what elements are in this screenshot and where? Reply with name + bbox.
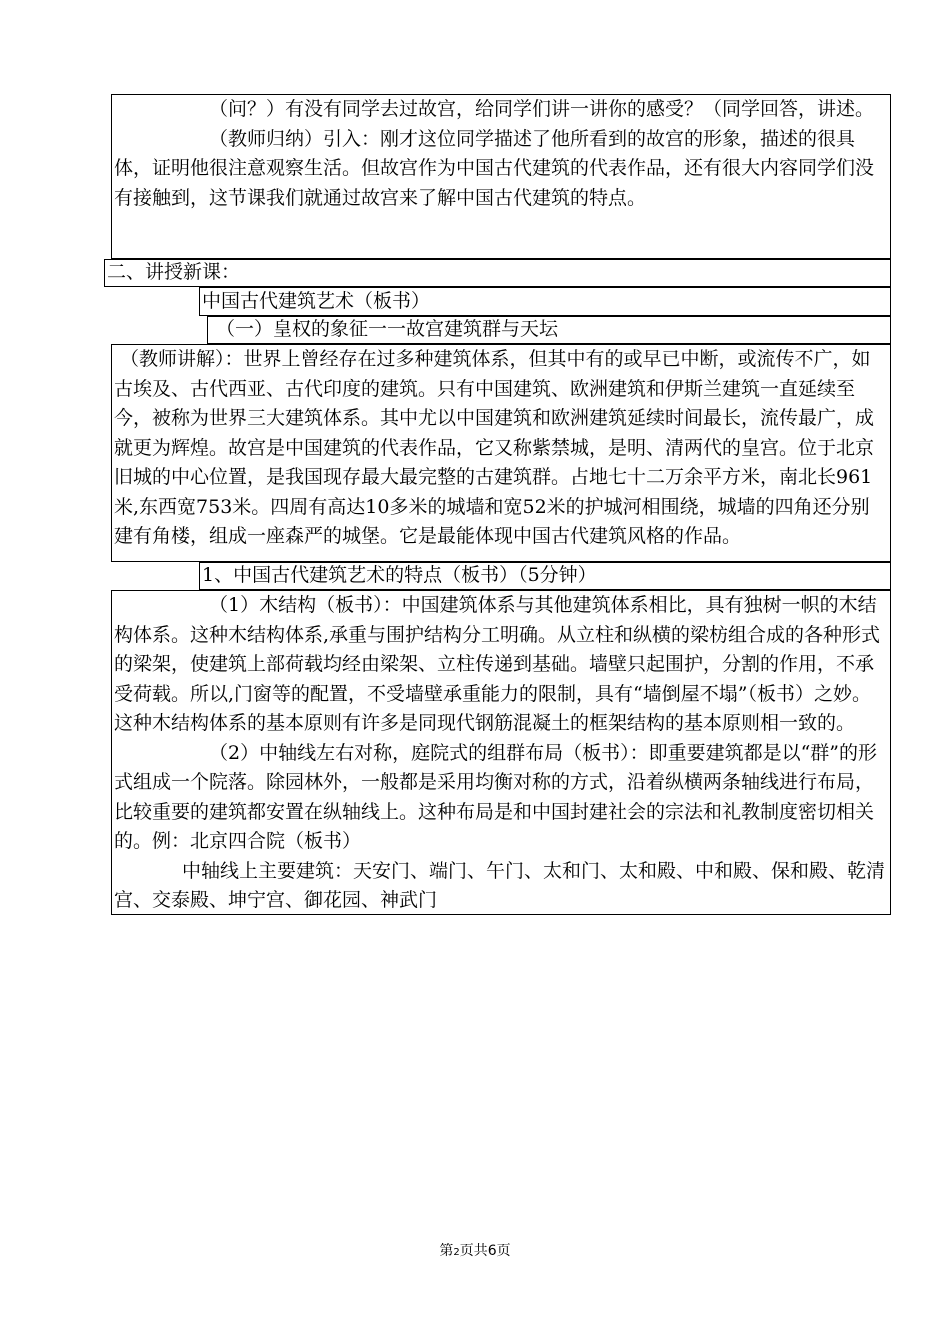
subsection-title-text: （一）皇权的象征一一故宫建筑群与天坛 [216,318,559,340]
lecture-text: （教师讲解）：世界上曾经存在过多种建筑体系，但其中有的或早已中断，或流传不广，如古埃及、古代西亚、古代印度的建筑。只有中国建筑、欧洲建筑和伊斯兰建筑一直延续至今，被称为世界三大建筑体系。其中尤以中国建筑和欧洲建筑延续时间最长，流传最广，成就更为辉煌。故宫是中国建筑的代表作品，它又称紫禁城，是明、清两代的皇宫。位于北京旧城的中心位置，是我国现存最大最完整的古建筑群。占地七十二万余平方米，南北长961米,东西宽753米。四周有高达10多米的城墙和宽52米的护城河相围绕，城墙的四角还分别建有角楼，组成一座森严的城堡。它是最能体现中国古代建筑风格的作品。 [114,348,875,547]
section-heading [104,259,891,287]
intro-question: （问？）有没有同学去过故宫，给同学们讲一讲你的感受？（同学回答，讲述。 [209,98,875,120]
footer-suffix: 页共6页 [459,1243,511,1259]
lecture-cell [111,344,891,562]
feature-title [199,562,891,590]
lesson-title [199,287,891,316]
footer-prefix: 第 [439,1243,454,1259]
subsection-title [207,316,891,344]
page-footer [0,1240,950,1260]
wood-structure-paragraph: （1）木结构（板书）：中国建筑体系与其他建筑体系相比，具有独树一帜的木结构体系。这种木结构体系,承重与围护结构分工明确。从立柱和纵横的梁枋组合成的各种形式的梁架，使建筑上部荷载均经由梁架、立柱传递到基础。墙壁只起围护，分割的作用，不承受荷载。所以,门窗等的配置，不受墙壁承重能力的限制，具有“墙倒屋不塌”（板书）之妙。这种木结构体系的基本原则有许多是同现代钢筋混凝土的框架结构的基本原则相一致的。 [114,594,881,734]
section-heading-text: 二、讲授新课： [107,261,241,283]
feature-title-text: 1、中国古代建筑艺术的特点（板书）（5分钟） [202,564,597,586]
intro-cell [111,94,891,259]
feature-detail-cell [111,590,891,915]
axis-layout-paragraph: （2）中轴线左右对称，庭院式的组群布局（板书）：即重要建筑都是以“群”的形式组成一个院落。除园林外，一般都是采用均衡对称的方式，沿着纵横两条轴线进行布局，比较重要的建筑都安置在纵轴线上。这种布局是和中国封建社会的宗法和礼教制度密切相关的。例：北京四合院（板书） [114,741,878,852]
intro-summary: （教师归纳）引入：刚才这位同学描述了他所看到的故宫的形象，描述的很具体，证明他很注意观察生活。但故宫作为中国古代建筑的代表作品，还有很大内容同学们没有接触到，这节课我们就通过故宫来了解中国古代建筑的特点。 [114,127,875,209]
footer-page-number: 2 [453,1247,460,1258]
lesson-title-text: 中国古代建筑艺术（板书） [202,290,431,312]
main-buildings-paragraph: 中轴线上主要建筑：天安门、端门、午门、太和门、太和殿、中和殿、保和殿、乾清宫、交泰殿、坤宁宫、御花园、神武门 [114,859,886,911]
